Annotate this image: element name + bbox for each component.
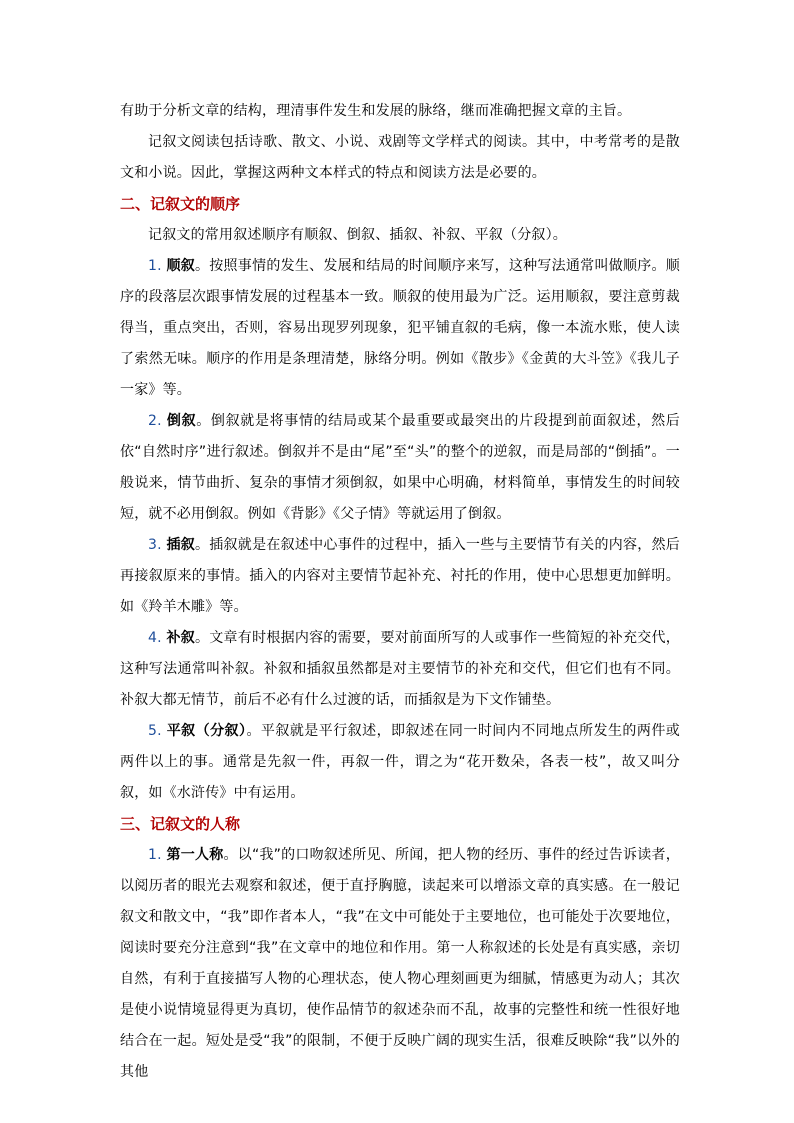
item-number: 1. xyxy=(148,847,162,863)
item-term: 倒叙 xyxy=(166,413,197,429)
item-term: 补叙 xyxy=(166,630,196,646)
item-term: 顺叙 xyxy=(166,258,196,274)
item-number: 4. xyxy=(148,630,162,646)
order-item-2 xyxy=(120,406,680,530)
item-number: 5. xyxy=(148,723,162,739)
section-order-lead: 记叙文的常用叙述顺序有顺叙、倒叙、插叙、补叙、平叙（分叙）。 xyxy=(148,227,567,243)
item-term: 平叙（分叙） xyxy=(166,723,247,739)
section-heading-person: 三、记叙文的人称 xyxy=(120,815,241,833)
item-number: 3. xyxy=(148,537,162,553)
order-item-3 xyxy=(120,530,680,623)
intro-paragraph-1: 有助于分析文章的结构，理清事件发生和发展的脉络，继而准确把握文章的主旨。 xyxy=(120,103,632,119)
section-heading-order: 二、记叙文的顺序 xyxy=(120,195,241,213)
item-text: 。以“我”的口吻叙述所见、所闻，把人物的经历、事件的经过告诉读者，以阅历者的眼光去观察和叙述，便于直抒胸臆，读起来可以增添文章的真实感。在一般记叙文和散文中，“我”即作者本人，“我”在文中可能处于主要地位，也可能处于次要地位，阅读时要充分注意到“我”在文章中的地位和作用。第一人称叙述的长处是有真实感，亲切自然，有利于直接描写人物的心理状态，使人物心理刻画更为细腻，情感更为动人；其次是使小说情境显得更为真切，使作品情节的叙述杂而不乱，故事的完整性和统一性很好地结合在一起。短处是受“我”的限制，不便于反映广阔的现实生活，很难反映除“我”以外的其他 xyxy=(120,847,680,1080)
order-item-5 xyxy=(120,716,680,809)
item-text: 。插叙就是在叙述中心事件的过程中，插入一些与主要情节有关的内容，然后再接叙原来的事情。插入的内容对主要情节起补充、衬托的作用，使中心思想更加鲜明。如《羚羊木雕》等。 xyxy=(120,537,680,615)
item-term: 第一人称 xyxy=(166,847,224,863)
document-body xyxy=(120,96,680,1088)
item-text: 。平叙就是平行叙述，即叙述在同一时间内不同地点所发生的两件或两件以上的事。通常是先叙一件，再叙一件，谓之为“花开数朵，各表一枝”，故又叫分叙，如《水浒传》中有运用。 xyxy=(120,723,681,801)
item-text: 。文章有时根据内容的需要，要对前面所写的人或事作一些简短的补充交代，这种写法通常叫补叙。补叙和插叙虽然都是对主要情节的补充和交代，但它们也有不同。补叙大都无情节，前后不必有什么过渡的话，而插叙是为下文作铺垫。 xyxy=(120,630,680,708)
item-number: 1. xyxy=(148,258,162,274)
item-term: 插叙 xyxy=(166,537,196,553)
intro-paragraph-2: 记叙文阅读包括诗歌、散文、小说、戏剧等文学样式的阅读。其中，中考常考的是散文和小说。因此，掌握这两种文本样式的特点和阅读方法是必要的。 xyxy=(120,134,680,181)
order-item-4 xyxy=(120,623,680,716)
item-number: 2. xyxy=(148,413,162,429)
order-item-1 xyxy=(120,251,680,406)
item-text: 。按照事情的发生、发展和结局的时间顺序来写，这种写法通常叫做顺序。顺序的段落层次跟事情发展的过程基本一致。顺叙的使用最为广泛。运用顺叙，要注意剪裁得当，重点突出，否则，容易出现罗列现象，犯平铺直叙的毛病，像一本流水账，使人读了索然无味。顺序的作用是条理清楚，脉络分明。例如《散步》《金黄的大斗笠》《我儿子一家》等。 xyxy=(120,258,680,398)
item-text: 。倒叙就是将事情的结局或某个最重要或最突出的片段提到前面叙述，然后依“自然时序”进行叙述。倒叙并不是由“尾”至“头”的整个的逆叙，而是局部的“倒插”。一般说来，情节曲折、复杂的事情才须倒叙，如果中心明确，材料简单，事情发生的时间较短，就不必用倒叙。例如《背影》《父子情》等就运用了倒叙。 xyxy=(120,413,680,522)
person-item-1 xyxy=(120,840,680,1088)
